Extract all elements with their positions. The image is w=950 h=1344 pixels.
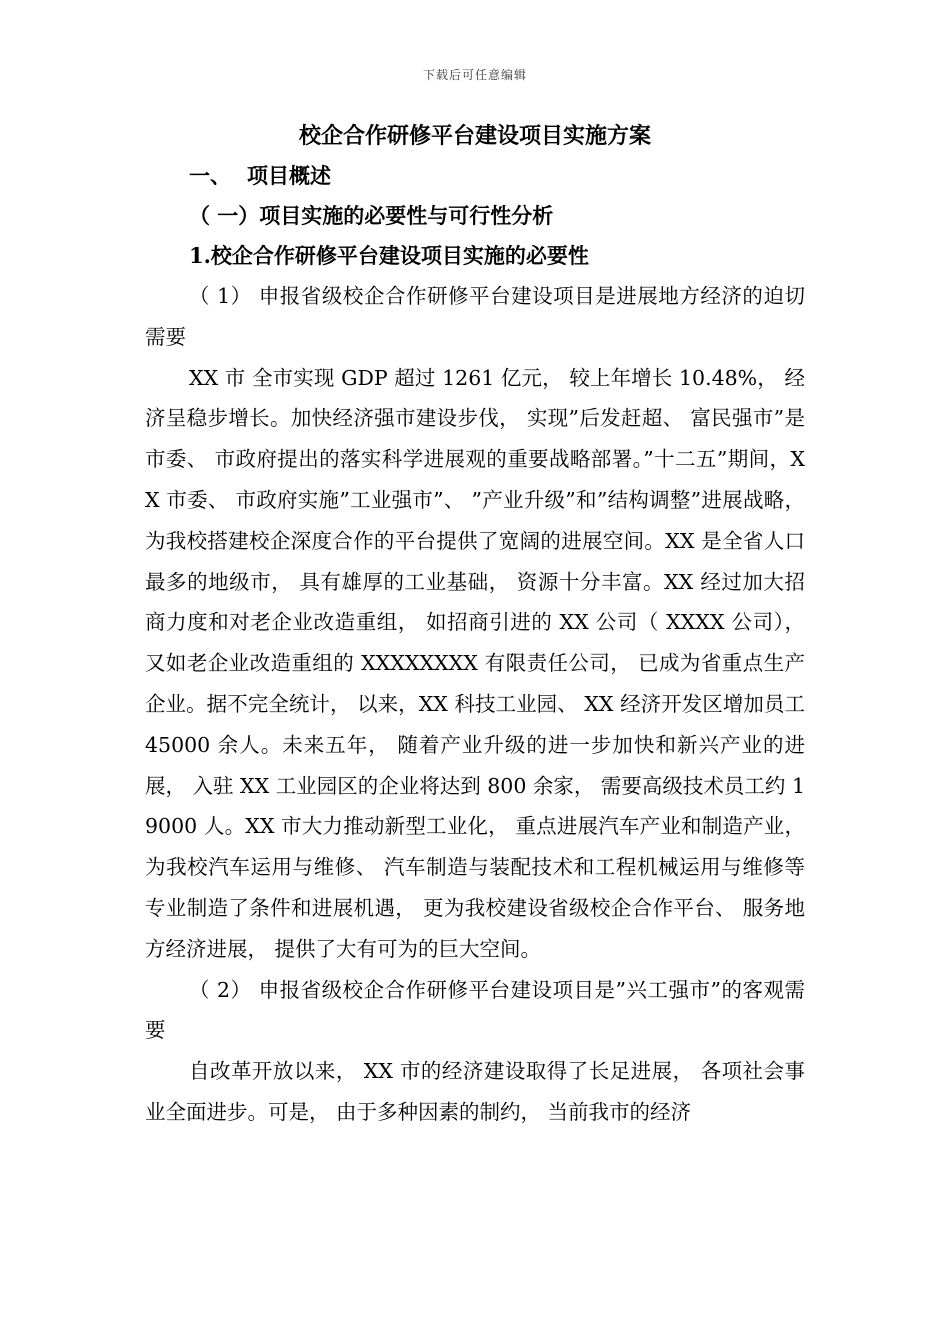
- paragraph-4: 自改革开放以来， XX 市的经济建设取得了长足进展， 各项社会事业全面进步。可是， 由于多种因素的制约， 当前我市的经济: [145, 1059, 805, 1124]
- paragraph-3: （ 2） 申报省级校企合作研修平台建设项目是”兴工强市”的客观需要: [145, 977, 805, 1043]
- section-heading-1: [145, 156, 805, 196]
- paragraph-2: XX 市 全市实现 GDP 超过 1261 亿元， 较上年增长 10.48%， 经济呈稳步增长。加快经济强市建设步伐， 实现”后发赶超、 富民强市”是市委、 市政府提出的落实科学进展观的重要战略部署。”十二五”期间，XX 市委、 市政府实施”工业强市”、 ”产业升级”和”结构调整”进展战略， 为我校搭建校企深度合作的平台提供了宽阔的进展空间。XX 是全省人口最多的地级市， 具有雄厚的工业基础， 资源十分丰富。XX 经过加大招商力度和对老企业改造重组， 如招商引进的 XX 公司（ XXXX 公司）， 又如老企业改造重组的 XXXXXXXX 有限责任公司， 已成为省重点生产企业。据不完全统计， 以来，XX 科技工业园、 XX 经济开发区增加员工 45000 余人。未来五年， 随着产业升级的进一步加快和新兴产业的进展， 入驻 XX 工业园区的企业将达到 800 余家， 需要高级技术员工约 19000 人。XX 市大力推动新型工业化， 重点进展汽车产业和制造产业， 为我校汽车运用与维修、 汽车制造与装配技术和工程机械运用与维修等专业制造了条件和进展机遇， 更为我校建设省级校企合作平台、 服务地方经济进展， 提供了大有可为的巨大空间。: [145, 365, 805, 961]
- subsubsection-heading: 1.校企合作研修平台建设项目实施的必要性: [189, 243, 589, 268]
- subsection-heading: （ 一）项目实施的必要性与可行性分析: [189, 203, 554, 228]
- section-number: 一、: [189, 163, 231, 188]
- document-body: [145, 116, 805, 1133]
- header-note: 下载后可任意编辑: [422, 68, 527, 82]
- paragraph-1: （ 1） 申报省级校企合作研修平台建设项目是进展地方经济的迫切需要: [145, 284, 805, 349]
- document-title: 校企合作研修平台建设项目实施方案: [298, 123, 651, 149]
- section-heading-text: 项目概述: [247, 163, 331, 188]
